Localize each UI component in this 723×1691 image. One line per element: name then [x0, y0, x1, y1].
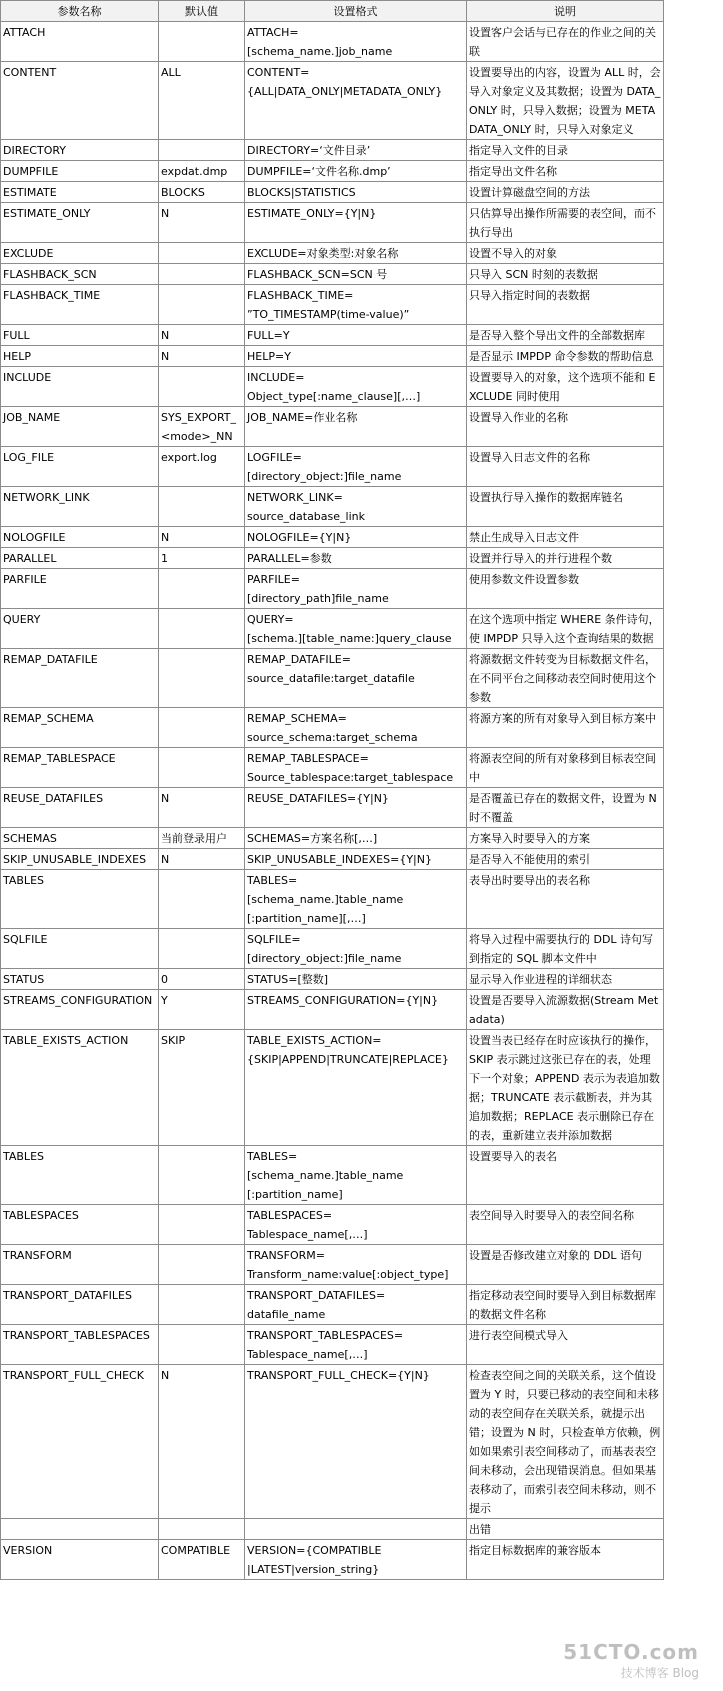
- cell-format: TABLES= [schema_name.]table_name [:partition_name][,…]: [245, 870, 467, 929]
- watermark-subtitle: 技术博客 Blog: [620, 1666, 699, 1680]
- cell-description: 只导入 SCN 时刻的表数据: [467, 264, 664, 285]
- cell-default-value: [159, 748, 245, 788]
- header-format: 设置格式: [245, 1, 467, 22]
- cell-format: TRANSFORM= Transform_name:value[:object_type]: [245, 1245, 467, 1285]
- cell-param-name: STREAMS_CONFIGURATION: [1, 990, 159, 1030]
- header-param-name: 参数名称: [1, 1, 159, 22]
- table-row: [1, 708, 664, 748]
- cell-format: INCLUDE= Object_type[:name_clause][,…]: [245, 367, 467, 407]
- table-row: [1, 929, 664, 969]
- watermark-logo: 51CTO.com: [563, 1640, 699, 1664]
- cell-param-name: TABLE_EXISTS_ACTION: [1, 1030, 159, 1146]
- cell-default-value: N: [159, 849, 245, 870]
- cell-description: 表导出时要导出的表名称: [467, 870, 664, 929]
- table-row: [1, 1519, 664, 1540]
- cell-description: 设置导入作业的名称: [467, 407, 664, 447]
- cell-description: 只导入指定时间的表数据: [467, 285, 664, 325]
- cell-param-name: TABLES: [1, 1146, 159, 1205]
- cell-param-name: HELP: [1, 346, 159, 367]
- cell-description: 在这个选项中指定 WHERE 条件诗句，使 IMPDP 只导入这个查询结果的数据: [467, 609, 664, 649]
- cell-description: 表空间导入时要导入的表空间名称: [467, 1205, 664, 1245]
- cell-format: BLOCKS|STATISTICS: [245, 182, 467, 203]
- cell-description: 设置是否要导入流源数据(Stream Metadata): [467, 990, 664, 1030]
- cell-description: 使用参数文件设置参数: [467, 569, 664, 609]
- cell-param-name: TABLESPACES: [1, 1205, 159, 1245]
- cell-param-name: REMAP_SCHEMA: [1, 708, 159, 748]
- cell-default-value: [159, 22, 245, 62]
- cell-default-value: ALL: [159, 62, 245, 140]
- cell-format: TABLES= [schema_name.]table_name [:partition_name]: [245, 1146, 467, 1205]
- cell-description: 指定移动表空间时要导入到目标数据库的数据文件名称: [467, 1285, 664, 1325]
- cell-param-name: ESTIMATE: [1, 182, 159, 203]
- table-row: [1, 990, 664, 1030]
- cell-description: 显示导入作业进程的详细状态: [467, 969, 664, 990]
- cell-format: DUMPFILE=‘文件名称.dmp’: [245, 161, 467, 182]
- table-row: [1, 1030, 664, 1146]
- cell-default-value: N: [159, 346, 245, 367]
- table-row: [1, 161, 664, 182]
- table-body: [1, 22, 664, 1580]
- header-description: 说明: [467, 1, 664, 22]
- cell-param-name: FLASHBACK_TIME: [1, 285, 159, 325]
- cell-default-value: [159, 285, 245, 325]
- cell-param-name: DUMPFILE: [1, 161, 159, 182]
- cell-param-name: NETWORK_LINK: [1, 487, 159, 527]
- cell-description: 禁止生成导入日志文件: [467, 527, 664, 548]
- table-row: [1, 828, 664, 849]
- cell-param-name: TRANSPORT_FULL_CHECK: [1, 1365, 159, 1519]
- cell-description: 出错: [467, 1519, 664, 1540]
- cell-default-value: [159, 367, 245, 407]
- cell-param-name: TRANSPORT_DATAFILES: [1, 1285, 159, 1325]
- cell-format: FLASHBACK_TIME= ”TO_TIMESTAMP(time-value)”: [245, 285, 467, 325]
- cell-format: STATUS=[整数]: [245, 969, 467, 990]
- table-row: [1, 203, 664, 243]
- cell-default-value: [159, 708, 245, 748]
- cell-default-value: [159, 929, 245, 969]
- cell-param-name: REMAP_DATAFILE: [1, 649, 159, 708]
- table-row: [1, 407, 664, 447]
- cell-default-value: [159, 487, 245, 527]
- cell-default-value: [159, 1205, 245, 1245]
- cell-default-value: N: [159, 788, 245, 828]
- cell-format: REMAP_SCHEMA= source_schema:target_schema: [245, 708, 467, 748]
- cell-description: 指定导出文件名称: [467, 161, 664, 182]
- cell-param-name: QUERY: [1, 609, 159, 649]
- table-row: [1, 62, 664, 140]
- cell-param-name: ESTIMATE_ONLY: [1, 203, 159, 243]
- cell-default-value: expdat.dmp: [159, 161, 245, 182]
- cell-description: 设置要导入的对象，这个选项不能和 EXCLUDE 同时使用: [467, 367, 664, 407]
- cell-param-name: PARFILE: [1, 569, 159, 609]
- cell-description: 是否导入整个导出文件的全部数据库: [467, 325, 664, 346]
- table-row: [1, 346, 664, 367]
- cell-description: 设置要导出的内容，设置为 ALL 时，会导入对象定义及其数据；设置为 DATA_ONLY 时，只导入数据；设置为 METADATA_ONLY 时，只导入对象定义: [467, 62, 664, 140]
- table-row: [1, 870, 664, 929]
- cell-default-value: SKIP: [159, 1030, 245, 1146]
- table-row: [1, 649, 664, 708]
- cell-format: JOB_NAME=作业名称: [245, 407, 467, 447]
- cell-default-value: [159, 1325, 245, 1365]
- cell-format: EXCLUDE=对象类型:对象名称: [245, 243, 467, 264]
- cell-format: ESTIMATE_ONLY={Y|N}: [245, 203, 467, 243]
- cell-description: 检查表空间之间的关联关系，这个值设置为 Y 时，只要已移动的表空间和未移动的表空间存在关联关系，就提示出错；设置为 N 时，只检查单方依赖，例如如果索引表空间移动了，而基表表空间未移动，会出现错误消息。但如果基表移动了，而索引表空间未移动，则不提示: [467, 1365, 664, 1519]
- table-row: [1, 182, 664, 203]
- cell-default-value: [159, 1245, 245, 1285]
- cell-description: 是否导入不能使用的索引: [467, 849, 664, 870]
- cell-default-value: SYS_EXPORT_ <mode>_NN: [159, 407, 245, 447]
- cell-default-value: export.log: [159, 447, 245, 487]
- cell-default-value: [159, 649, 245, 708]
- cell-param-name: NOLOGFILE: [1, 527, 159, 548]
- cell-format: REMAP_TABLESPACE= Source_tablespace:target_tablespace: [245, 748, 467, 788]
- cell-format: QUERY= [schema.][table_name:]query_clause: [245, 609, 467, 649]
- cell-default-value: N: [159, 203, 245, 243]
- cell-format: [245, 1519, 467, 1540]
- cell-format: LOGFILE= [directory_object:]file_name: [245, 447, 467, 487]
- table-row: [1, 264, 664, 285]
- cell-format: SCHEMAS=方案名称[,…]: [245, 828, 467, 849]
- cell-default-value: [159, 140, 245, 161]
- cell-description: 设置是否修改建立对象的 DDL 语句: [467, 1245, 664, 1285]
- cell-format: TRANSPORT_TABLESPACES= Tablespace_name[,…]: [245, 1325, 467, 1365]
- table-row: [1, 285, 664, 325]
- cell-default-value: [159, 264, 245, 285]
- cell-description: 将源方案的所有对象导入到目标方案中: [467, 708, 664, 748]
- table-row: [1, 447, 664, 487]
- cell-param-name: SQLFILE: [1, 929, 159, 969]
- table-row: [1, 243, 664, 264]
- cell-default-value: 0: [159, 969, 245, 990]
- cell-format: PARALLEL=参数: [245, 548, 467, 569]
- table-row: [1, 367, 664, 407]
- cell-description: 设置导入日志文件的名称: [467, 447, 664, 487]
- cell-default-value: [159, 1285, 245, 1325]
- cell-format: VERSION={COMPATIBLE |LATEST|version_string}: [245, 1540, 467, 1580]
- cell-description: 设置并行导入的并行进程个数: [467, 548, 664, 569]
- cell-default-value: N: [159, 527, 245, 548]
- table-row: [1, 527, 664, 548]
- cell-format: TRANSPORT_DATAFILES= datafile_name: [245, 1285, 467, 1325]
- cell-param-name: TABLES: [1, 870, 159, 929]
- cell-description: 指定目标数据库的兼容版本: [467, 1540, 664, 1580]
- cell-param-name: VERSION: [1, 1540, 159, 1580]
- cell-param-name: CONTENT: [1, 62, 159, 140]
- cell-description: 设置客户会话与已存在的作业之间的关联: [467, 22, 664, 62]
- cell-description: 设置要导入的表名: [467, 1146, 664, 1205]
- cell-param-name: EXCLUDE: [1, 243, 159, 264]
- cell-format: NOLOGFILE={Y|N}: [245, 527, 467, 548]
- header-default-value: 默认值: [159, 1, 245, 22]
- cell-default-value: Y: [159, 990, 245, 1030]
- cell-default-value: 1: [159, 548, 245, 569]
- cell-default-value: [159, 870, 245, 929]
- table-row: [1, 1146, 664, 1205]
- cell-param-name: LOG_FILE: [1, 447, 159, 487]
- cell-format: CONTENT= {ALL|DATA_ONLY|METADATA_ONLY}: [245, 62, 467, 140]
- cell-param-name: FLASHBACK_SCN: [1, 264, 159, 285]
- table-row: [1, 1245, 664, 1285]
- cell-default-value: [159, 1146, 245, 1205]
- cell-format: TRANSPORT_FULL_CHECK={Y|N}: [245, 1365, 467, 1519]
- cell-format: TABLESPACES= Tablespace_name[,…]: [245, 1205, 467, 1245]
- cell-format: TABLE_EXISTS_ACTION= {SKIP|APPEND|TRUNCATE|REPLACE}: [245, 1030, 467, 1146]
- cell-default-value: [159, 609, 245, 649]
- cell-default-value: 当前登录用户: [159, 828, 245, 849]
- cell-param-name: SCHEMAS: [1, 828, 159, 849]
- cell-format: SKIP_UNUSABLE_INDEXES={Y|N}: [245, 849, 467, 870]
- header-row: [1, 1, 664, 22]
- cell-description: 指定导入文件的目录: [467, 140, 664, 161]
- cell-description: 设置计算磁盘空间的方法: [467, 182, 664, 203]
- cell-param-name: ATTACH: [1, 22, 159, 62]
- table-row: [1, 1325, 664, 1365]
- cell-format: FULL=Y: [245, 325, 467, 346]
- cell-default-value: BLOCKS: [159, 182, 245, 203]
- cell-description: 设置不导入的对象: [467, 243, 664, 264]
- cell-param-name: [1, 1519, 159, 1540]
- cell-param-name: JOB_NAME: [1, 407, 159, 447]
- table-row: [1, 969, 664, 990]
- cell-param-name: STATUS: [1, 969, 159, 990]
- cell-default-value: COMPATIBLE: [159, 1540, 245, 1580]
- cell-default-value: [159, 1519, 245, 1540]
- cell-default-value: N: [159, 325, 245, 346]
- cell-param-name: INCLUDE: [1, 367, 159, 407]
- cell-description: 进行表空间模式导入: [467, 1325, 664, 1365]
- cell-description: 设置当表已经存在时应该执行的操作，SKIP 表示跳过这张已存在的表，处理下一个对象；APPEND 表示为表追加数据；TRUNCATE 表示截断表，并为其追加数据；REPLACE 表示删除已存在的表，重新建立表并添加数据: [467, 1030, 664, 1146]
- cell-format: DIRECTORY=‘文件目录’: [245, 140, 467, 161]
- table-row: [1, 22, 664, 62]
- table-row: [1, 140, 664, 161]
- table-row: [1, 609, 664, 649]
- table-row: [1, 1365, 664, 1519]
- cell-param-name: REMAP_TABLESPACE: [1, 748, 159, 788]
- table-row: [1, 748, 664, 788]
- cell-format: HELP=Y: [245, 346, 467, 367]
- cell-format: PARFILE= [directory_path]file_name: [245, 569, 467, 609]
- cell-description: 设置执行导入操作的数据库链名: [467, 487, 664, 527]
- site-watermark: [563, 1640, 699, 1681]
- table-row: [1, 1205, 664, 1245]
- cell-param-name: SKIP_UNUSABLE_INDEXES: [1, 849, 159, 870]
- cell-param-name: PARALLEL: [1, 548, 159, 569]
- cell-description: 是否显示 IMPDP 命令参数的帮助信息: [467, 346, 664, 367]
- table-row: [1, 569, 664, 609]
- cell-format: ATTACH= [schema_name.]job_name: [245, 22, 467, 62]
- cell-description: 方案导入时要导入的方案: [467, 828, 664, 849]
- cell-param-name: FULL: [1, 325, 159, 346]
- cell-description: 将源数据文件转变为目标数据文件名，在不同平台之间移动表空间时使用这个参数: [467, 649, 664, 708]
- cell-description: 只估算导出操作所需要的表空间，而不执行导出: [467, 203, 664, 243]
- table-row: [1, 548, 664, 569]
- cell-param-name: TRANSPORT_TABLESPACES: [1, 1325, 159, 1365]
- cell-format: REUSE_DATAFILES={Y|N}: [245, 788, 467, 828]
- table-row: [1, 788, 664, 828]
- cell-default-value: N: [159, 1365, 245, 1519]
- cell-description: 将导入过程中需要执行的 DDL 诗句写到指定的 SQL 脚本文件中: [467, 929, 664, 969]
- cell-param-name: REUSE_DATAFILES: [1, 788, 159, 828]
- cell-format: NETWORK_LINK= source_database_link: [245, 487, 467, 527]
- table-row: [1, 849, 664, 870]
- table-row: [1, 1285, 664, 1325]
- cell-default-value: [159, 569, 245, 609]
- table-row: [1, 1540, 664, 1580]
- table-row: [1, 325, 664, 346]
- cell-description: 将源表空间的所有对象移到目标表空间中: [467, 748, 664, 788]
- table-row: [1, 487, 664, 527]
- cell-format: STREAMS_CONFIGURATION={Y|N}: [245, 990, 467, 1030]
- cell-default-value: [159, 243, 245, 264]
- cell-format: REMAP_DATAFILE= source_datafile:target_datafile: [245, 649, 467, 708]
- cell-format: SQLFILE= [directory_object:]file_name: [245, 929, 467, 969]
- cell-param-name: TRANSFORM: [1, 1245, 159, 1285]
- cell-format: FLASHBACK_SCN=SCN 号: [245, 264, 467, 285]
- cell-param-name: DIRECTORY: [1, 140, 159, 161]
- cell-description: 是否覆盖已存在的数据文件，设置为 N 时不覆盖: [467, 788, 664, 828]
